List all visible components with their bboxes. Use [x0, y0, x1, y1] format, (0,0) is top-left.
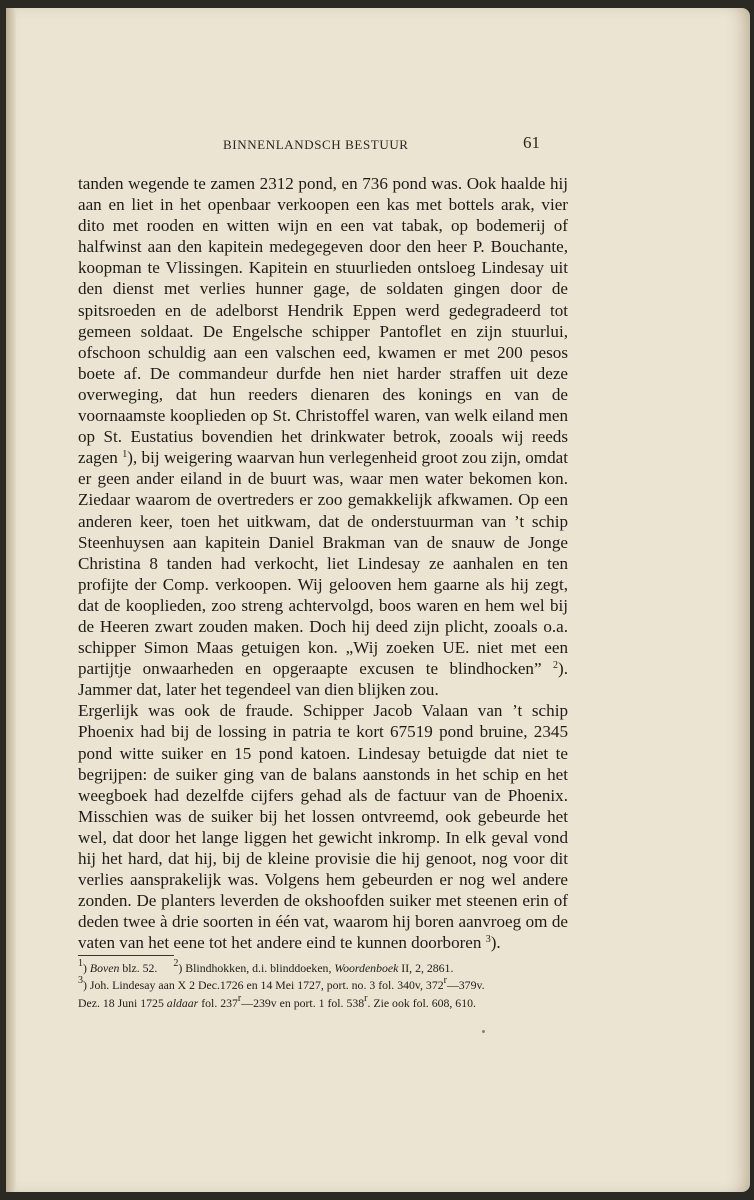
footnote-3-italic: aldaar — [166, 995, 199, 1010]
paragraph-1 — [78, 173, 568, 700]
footnote-3-line2-a: Dez. 18 Juni 1725 — [78, 995, 167, 1010]
footnote-3-line2-b: fol. 237 — [198, 995, 238, 1010]
footnote-rule — [78, 955, 174, 956]
footnote-3-sup-2: r — [237, 992, 242, 1004]
footnote-2-text-b: II, 2, 2861. — [398, 961, 454, 975]
footnote-3-sup-1: r — [443, 975, 447, 987]
footnote-ref-1: 1 — [122, 449, 128, 461]
book-page — [6, 8, 750, 1192]
footnote-1-italic: Boven — [89, 961, 120, 975]
paragraph-2-part-a: Ergerlijk was ook de fraude. Schipper Jacob Valaan van ’t schip Phoenix had bij de lossing in patria te kort 67519 pond bruine, 2345 pond witte suiker en 15 pond katoen. Lindesay betuigde dat niet te begrijpen: de suiker ging van de balans aanstonds in het schip en het weegboek had dezelfde cijfers gehad als de factuur van de Phoenix. Misschien was de suiker bij het lossen ontvreemd, ook gebeurde het wel, dat door het lange liggen het gewicht inkromp. In elk geval vond hij het hard, dat hij, bij de kleine provisie die hij genoot, nog voor dit verlies aansprakelijk was. Volgens hem gebeurden er nog wel andere zonden. De planters leverden de okshoofden suiker met steenen erin of deden twee à drie soorten in één vat, waarom hij boren aanvroeg om de vaten van het eene tot het andere eind te kunnen doorboren — [78, 701, 568, 953]
paragraph-1-part-c: ). Jammer dat, later het tegendeel van dien blijken zou. — [78, 659, 568, 700]
footnote-3-continued — [78, 992, 568, 1012]
footnote-2-mark: 2 — [173, 958, 179, 969]
footnote-1-mark: 1 — [78, 958, 83, 969]
footnote-3-line2-c: —239v en port. 1 fol. 538 — [241, 995, 365, 1010]
footnote-1-text-b: blz. 52. — [119, 961, 158, 975]
footnote-3-mark: 3 — [78, 975, 83, 987]
footnote-3-text-a: ) Joh. Lindesay aan X 2 Dec.1726 en 14 Mei 1727, port. no. 3 fol. 340v, 372 — [83, 978, 444, 993]
page-number: 61 — [523, 133, 540, 152]
footnote-1-text-a: ) — [83, 961, 90, 975]
paragraph-1-part-b: ), bij weigering waarvan hun verlegenheid groot zou zijn, omdat er geen ander eiland in de buurt was, waar men water bekomen kon. Ziedaar waarom de overtreders er zoo gemakkelijk afkwamen. Op een anderen keer, toen het uitkwam, dat de onderstuurman van ’t schip Steenhuysen aan kapitein Daniel Brakman van de snauw de Jonge Christina 8 tanden had verkocht, liet Lindesay ze aanhalen en ten profijte der Comp. verkoopen. Wij gelooven hem gaarne als hij zegt, dat de kooplieden, zoo streng achtervolgd, boos waren en hem wel bij de Heeren zwart zouden maken. Doch hij deed zijn plicht, zooals o.a. schipper Simon Maas getuigen kon. „Wij zoeken UE. niet met een partijtje onwaarheden en opgeraapte excusen te blindhocken” — [78, 448, 568, 679]
paper-speck — [482, 1030, 485, 1033]
footnote-ref-2: 2 — [553, 660, 559, 672]
footnote-2-text-a: ) Blindhokken, d.i. blinddoeken, — [178, 961, 335, 975]
footnote-3-sup-3: r — [364, 992, 368, 1004]
footnote-2-italic: Woordenboek — [334, 961, 399, 975]
paragraph-2 — [78, 700, 568, 953]
footnote-1 — [78, 960, 568, 977]
paragraph-2-part-b: ). — [490, 933, 501, 953]
footnote-3-text-b: —379v. — [446, 978, 485, 993]
footnote-3-line2-d: . Zie ook fol. 608, 610. — [367, 995, 476, 1010]
page-gutter — [6, 8, 16, 1192]
footnote-3 — [78, 977, 568, 994]
footnote-ref-3: 3 — [485, 934, 491, 946]
running-title: BINNENLANDSCH BESTUUR — [223, 137, 409, 152]
footnotes — [78, 960, 568, 1012]
main-text — [78, 173, 568, 953]
paragraph-1-part-a: tanden wegende te zamen 2312 pond, en 736 pond was. Ook haalde hij aan en liet in het openbaar verkoopen een kas met bottels arak, vier dito met rooden en witten wijn en een vat tabak, op bodemerij of halfwinst aan den kapitein medegegeven door den heer P. Bouchante, koopman te Vlissingen. Kapitein en stuurlieden ontsloeg Lindesay uit den dienst met verlies hunner gage, de soldaten gingen door de spitsroeden en de adelborst Hendrik Eppen werd gedegradeerd tot gemeen soldaat. De Engelsche schipper Pantoflet en zijn stuurlui, ofschoon schuldig aan een valschen eed, kwamen er met 200 pesos boete af. De commandeur durfde hen niet harder straffen uit deze overweging, dat hun reeders dienaren des konings en van de voornaamste kooplieden op St. Christoffel waren, van welk eiland men op St. Eustatius bovendien het drinkwater betrok, zooals wij reeds zagen — [78, 174, 568, 468]
